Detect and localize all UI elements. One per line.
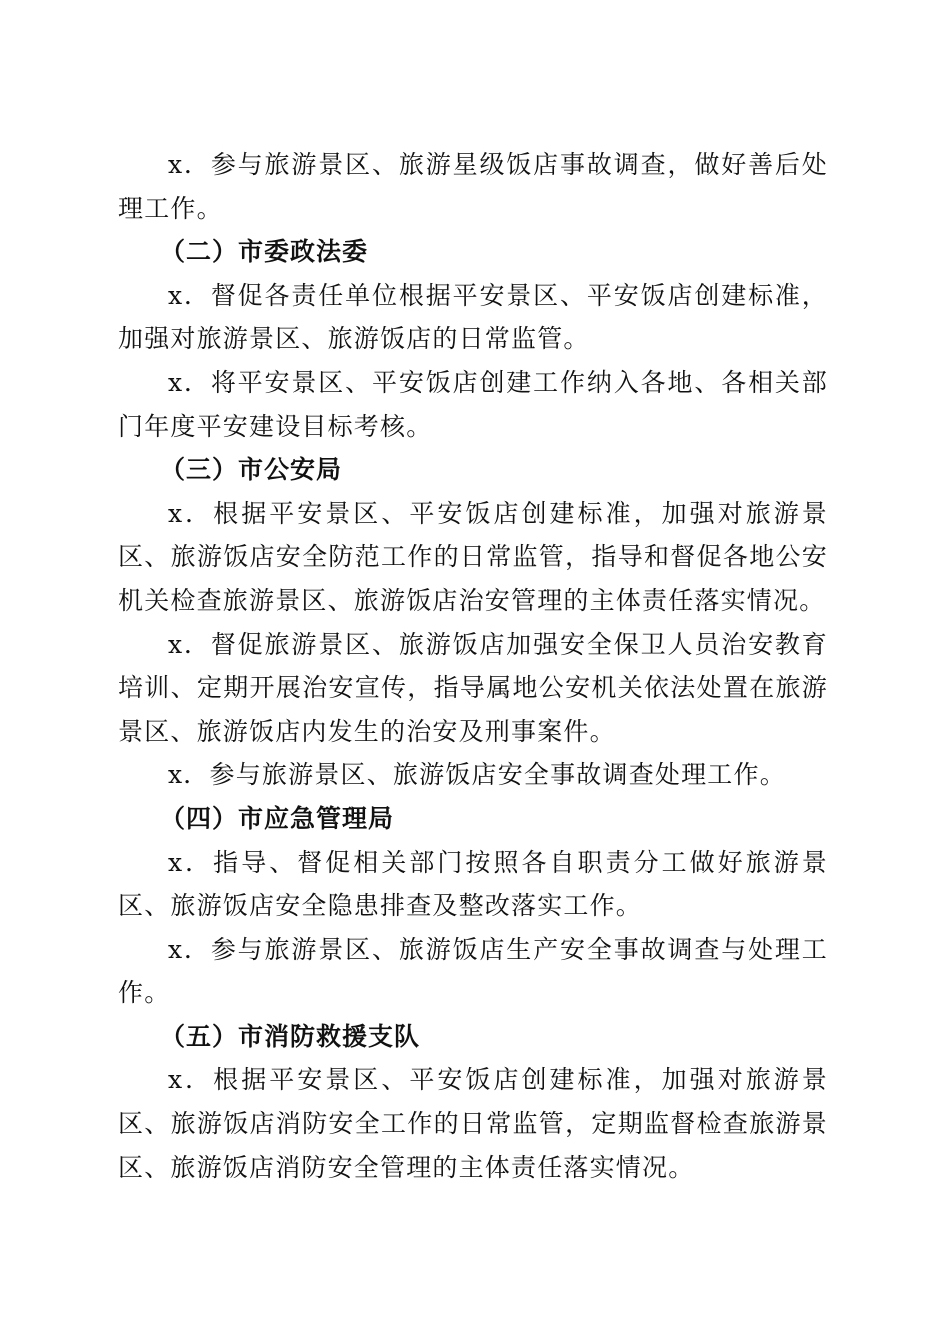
section-heading-emergency-management-bureau: （四）市应急管理局 (160, 803, 395, 833)
paragraph-assessment-inclusion: x．将平安景区、平安饭店创建工作纳入各地、各相关部门年度平安建设目标考核。 (118, 367, 828, 441)
paragraph-security-training: x．督促旅游景区、旅游饭店加强安全保卫人员治安教育培训、定期开展治安宣传，指导属地公安机关依法处置在旅游景区、旅游饭店内发生的治安及刑事案件。 (118, 629, 828, 746)
paragraph-supervise-units: x．督促各责任单位根据平安景区、平安饭店创建标准，加强对旅游景区、旅游饭店的日常监管。 (118, 280, 828, 354)
paragraph-security-accident-investigation: x．参与旅游景区、旅游饭店安全事故调查处理工作。 (168, 760, 786, 790)
section-heading-public-security-bureau: （三）市公安局 (160, 455, 343, 485)
section-heading-politics-law-committee: （二）市委政法委 (160, 237, 369, 267)
paragraph-security-supervision: x．根据平安景区、平安饭店创建标准，加强对旅游景区、旅游饭店安全防范工作的日常监管，指导和督促各地公安机关检查旅游景区、旅游饭店治安管理的主体责任落实情况。 (118, 498, 828, 615)
paragraph-production-accident-investigation: x．参与旅游景区、旅游饭店生产安全事故调查与处理工作。 (118, 934, 828, 1008)
paragraph-participate-accident-investigation: x．参与旅游景区、旅游星级饭店事故调查，做好善后处理工作。 (118, 150, 828, 223)
paragraph-fire-safety-supervision: x．根据平安景区、平安饭店创建标准，加强对旅游景区、旅游饭店消防安全工作的日常监管，定期监督检查旅游景区、旅游饭店消防安全管理的主体责任落实情况。 (118, 1065, 828, 1182)
paragraph-hazard-inspection: x．指导、督促相关部门按照各自职责分工做好旅游景区、旅游饭店安全隐患排查及整改落实工作。 (118, 847, 828, 921)
section-heading-fire-rescue-detachment: （五）市消防救援支队 (160, 1021, 421, 1051)
document-body (118, 143, 828, 1189)
